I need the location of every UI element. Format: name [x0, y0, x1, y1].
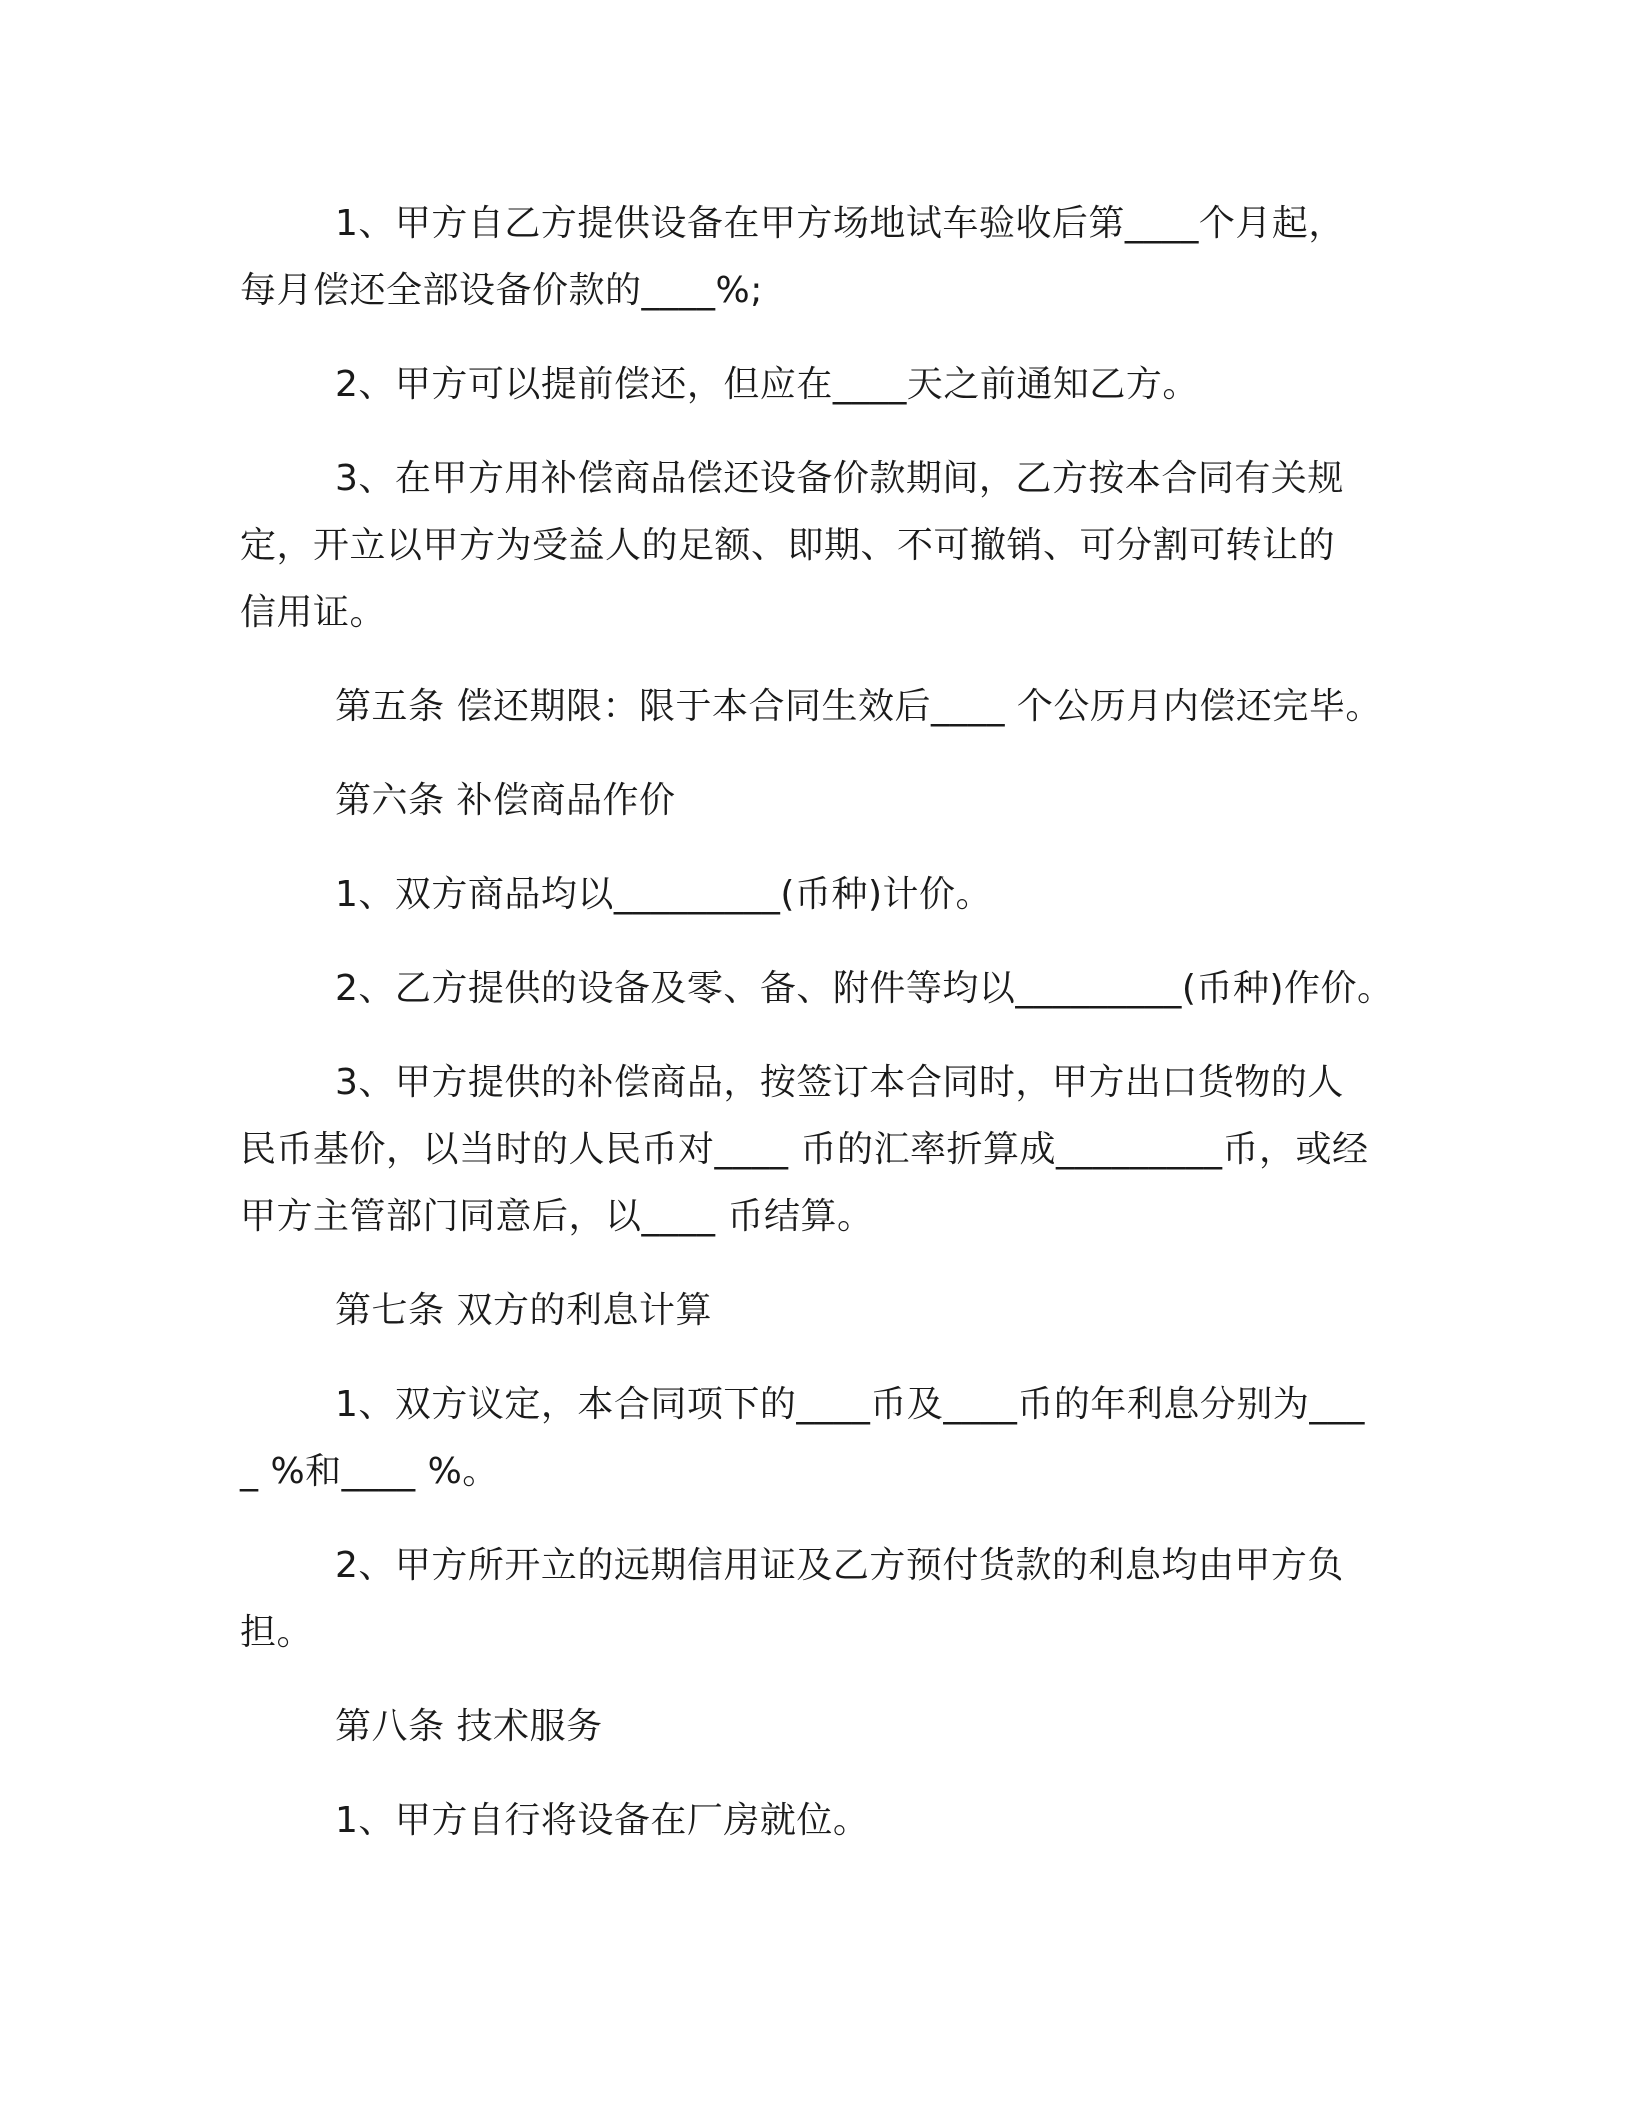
article-7-heading: 第七条 双方的利息计算: [335, 1290, 712, 1331]
document-body: [240, 190, 1394, 1881]
paragraph-repayment-start: 1、甲方自乙方提供设备在甲方场地试车验收后第____个月起，每月偿还全部设备价款的____%;: [240, 203, 1345, 311]
article-8-heading: 第八条 技术服务: [335, 1706, 603, 1747]
paragraph-goods-currency: 1、双方商品均以_________(币种)计价。: [335, 874, 992, 915]
paragraph-interest-burden: 2、甲方所开立的远期信用证及乙方预付货款的利息均由甲方负担。: [240, 1545, 1344, 1653]
article-6-heading: 第六条 补偿商品作价: [335, 780, 676, 821]
article-5-repayment-term: 第五条 偿还期限：限于本合同生效后____ 个公历月内偿还完毕。: [335, 686, 1382, 727]
paragraph-early-repayment: 2、甲方可以提前偿还，但应在____天之前通知乙方。: [335, 364, 1199, 405]
paragraph-exchange-rate: 3、甲方提供的补偿商品，按签订本合同时，甲方出口货物的人民币基价，以当时的人民币对____ 币的汇率折算成_________币，或经甲方主管部门同意后，以____ 币结算。: [240, 1062, 1369, 1237]
paragraph-equipment-currency: 2、乙方提供的设备及零、备、附件等均以_________(币种)作价。: [335, 968, 1394, 1009]
paragraph-letter-of-credit: 3、在甲方用补偿商品偿还设备价款期间，乙方按本合同有关规定，开立以甲方为受益人的足额、即期、不可撤销、可分割可转让的信用证。: [240, 458, 1344, 633]
paragraph-equipment-placement: 1、甲方自行将设备在厂房就位。: [335, 1800, 870, 1841]
paragraph-interest-rates: 1、双方议定，本合同项下的____币及____币的年利息分别为____ %和____ %。: [240, 1384, 1365, 1492]
